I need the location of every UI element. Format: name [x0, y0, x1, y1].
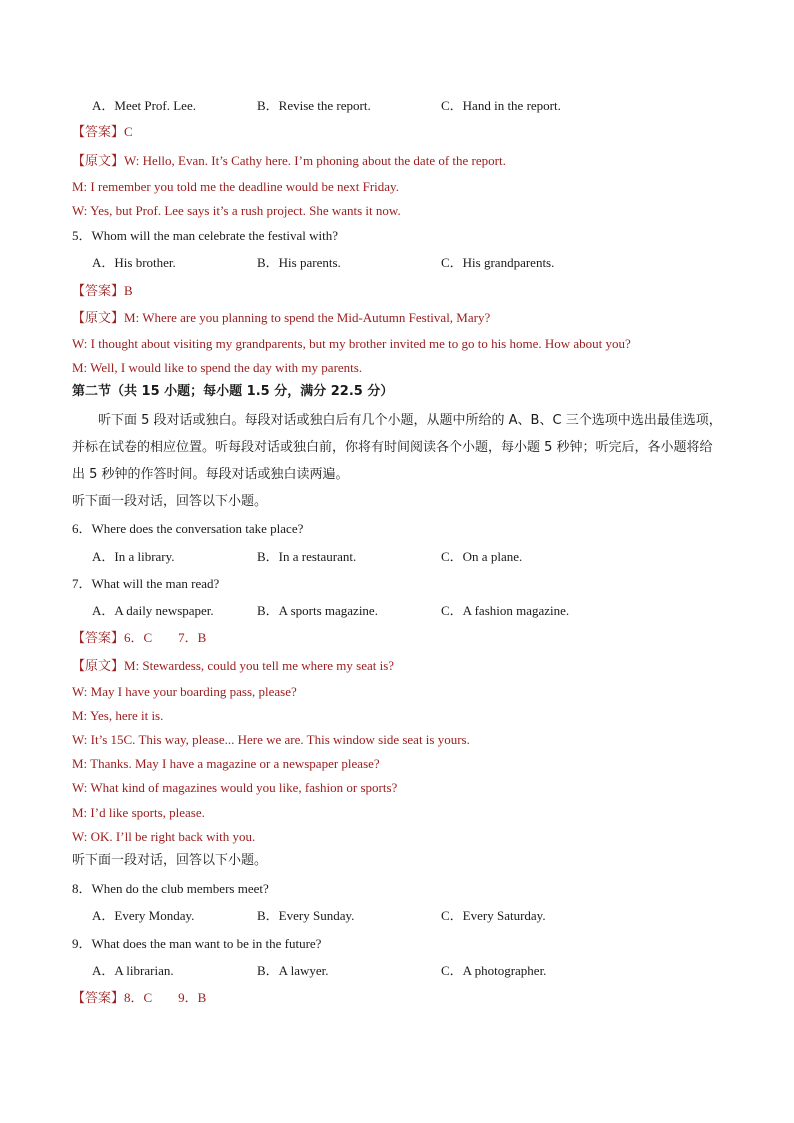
script-5-line-3: M: Well, I would like to spend the day with my parents. — [72, 360, 363, 375]
q6-option-c: C．On a plane. — [441, 549, 523, 564]
q8-option-c: C．Every Saturday. — [441, 908, 546, 923]
q4-option-a: A．Meet Prof. Lee. — [92, 98, 196, 113]
answer-tag: 【答案】 — [72, 284, 125, 299]
answer-value: B — [124, 283, 133, 298]
q4-option-c: C．Hand in the report. — [441, 98, 561, 113]
q9-option-c: C．A photographer. — [441, 963, 547, 978]
answer-8-9 — [72, 990, 206, 1007]
script-67-line-5: M: Thanks. May I have a magazine or a newspaper please? — [72, 756, 380, 771]
q8-stem: 8．When do the club members meet? — [72, 881, 269, 896]
answer-value: 8．C 9．B — [124, 990, 207, 1005]
q7-stem: 7．What will the man read? — [72, 576, 220, 591]
q6-option-a: A．In a library. — [92, 549, 175, 564]
q5-option-b: B．His parents. — [257, 255, 341, 270]
q6-stem: 6．Where does the conversation take place? — [72, 521, 304, 536]
q8-option-b: B．Every Sunday. — [257, 908, 355, 923]
script-tag: 【原文】 — [72, 311, 125, 326]
script-5-line-2: W: I thought about visiting my grandparents, but my brother invited me to go to his home. How about you? — [72, 336, 631, 351]
script-tag: 【原文】 — [72, 154, 125, 169]
script-67-line-2: W: May I have your boarding pass, please? — [72, 684, 297, 699]
answer-tag: 【答案】 — [72, 125, 125, 140]
q7-option-c: C．A fashion magazine. — [441, 603, 570, 618]
answer-4 — [72, 124, 133, 141]
answer-6-7 — [72, 630, 206, 647]
answer-5 — [72, 283, 133, 300]
q5-option-a: A．His brother. — [92, 255, 176, 270]
answer-value: 6．C 7．B — [124, 630, 207, 645]
script-5-line-1: 【原文】M: Where are you planning to spend the Mid-Autumn Festival, Mary? — [72, 310, 491, 326]
q7-option-b: B．A sports magazine. — [257, 603, 378, 618]
q6-option-b: B．In a restaurant. — [257, 549, 357, 564]
script-4-line-3: W: Yes, but Prof. Lee says it’s a rush project. She wants it now. — [72, 203, 401, 218]
script-4-line-2: M: I remember you told me the deadline would be next Friday. — [72, 179, 399, 194]
script-67-line-1: 【原文】M: Stewardess, could you tell me where my seat is? — [72, 658, 395, 674]
script-4-line-1: 【原文】W: Hello, Evan. It’s Cathy here. I’m phoning about the date of the report. — [72, 153, 506, 169]
section-2-instructions: 听下面 5 段对话或独白。每段对话或独白后有几个小题，从题中所给的 A、B、C 三个选项中选出最佳选项，并标在试卷的相应位置。听每段对话或独白前，你将有时间阅读各个小题，每小题 5 秒钟；听完后，各小题将给出 5 秒钟的作答时间。每段对话或独白读两遍。 — [72, 413, 722, 482]
q7-option-a: A．A daily newspaper. — [92, 603, 214, 618]
script-67-line-3: M: Yes, here it is. — [72, 708, 164, 723]
q5-stem: 5．Whom will the man celebrate the festival with? — [72, 228, 339, 243]
script-tag: 【原文】 — [72, 659, 125, 674]
q5-option-c: C．His grandparents. — [441, 255, 555, 270]
section-2-heading: 第二节（共 15 小题；每小题 1.5 分，满分 22.5 分） — [72, 384, 394, 399]
script-67-line-7: M: I’d like sports, please. — [72, 805, 205, 820]
answer-tag: 【答案】 — [72, 631, 125, 646]
answer-value: C — [124, 124, 133, 139]
listen-instruction-1: 听下面一段对话，回答以下小题。 — [72, 494, 268, 509]
q9-stem: 9．What does the man want to be in the future? — [72, 936, 322, 951]
script-67-line-4: W: It’s 15C. This way, please... Here we are. This window side seat is yours. — [72, 732, 470, 747]
script-67-line-8: W: OK. I’ll be right back with you. — [72, 829, 256, 844]
q8-option-a: A．Every Monday. — [92, 908, 195, 923]
script-67-line-6: W: What kind of magazines would you like, fashion or sports? — [72, 780, 398, 795]
q9-option-a: A．A librarian. — [92, 963, 174, 978]
q4-option-b: B．Revise the report. — [257, 98, 371, 113]
q9-option-b: B．A lawyer. — [257, 963, 329, 978]
listen-instruction-2: 听下面一段对话，回答以下小题。 — [72, 853, 268, 868]
answer-tag: 【答案】 — [72, 991, 125, 1006]
